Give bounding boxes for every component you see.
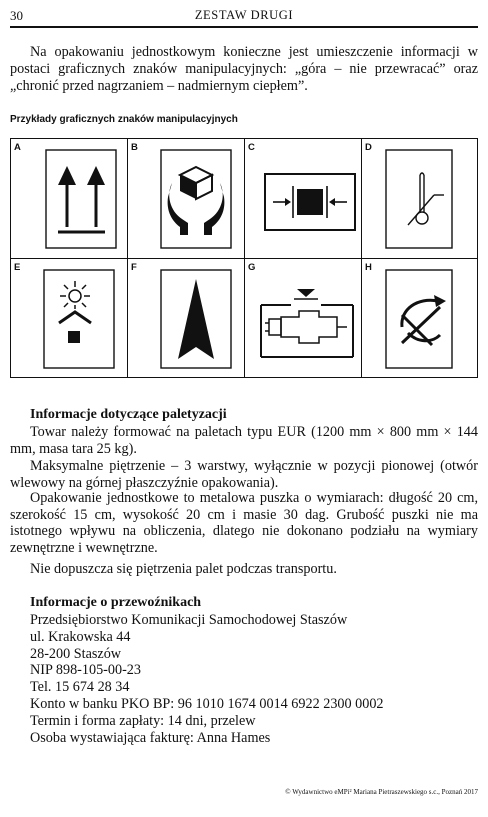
carrier-heading: Informacje o przewoźnikach bbox=[30, 595, 202, 610]
palletization-paragraph: Nie dopuszcza się piętrzenia palet podczas transportu. bbox=[30, 561, 337, 577]
cell-letter: C bbox=[248, 142, 255, 153]
temperature-limits-icon bbox=[362, 139, 479, 259]
protect-from-heat-icon bbox=[11, 259, 128, 379]
copyright-footer: © Wydawnictwo eMPi² Mariana Pietraszewskiego s.c., Poznań 2017 bbox=[285, 788, 478, 796]
cell-letter: B bbox=[131, 142, 138, 153]
page-number: 30 bbox=[10, 8, 23, 23]
cell-letter: H bbox=[365, 262, 372, 273]
carrier-line: Termin i forma zapłaty: 14 dni, przelew bbox=[30, 712, 256, 729]
palletization-heading: Informacje dotyczące paletyzacji bbox=[30, 407, 227, 422]
symbol-cell-e bbox=[10, 258, 127, 378]
figure-caption: Przykłady graficznych znaków manipulacyjnych bbox=[10, 114, 238, 125]
symbol-cell-a bbox=[10, 138, 127, 258]
clamp-here-icon bbox=[245, 139, 362, 259]
carrier-line: 28-200 Staszów bbox=[30, 645, 122, 662]
symbol-cell-c bbox=[244, 138, 361, 258]
carrier-line: Przedsiębiorstwo Komunikacji Samochodowej Staszów bbox=[30, 612, 348, 628]
handle-with-care-icon bbox=[128, 139, 245, 259]
intro-paragraph: Na opakowaniu jednostkowym konieczne jest umieszczenie informacji w postaci graficznych znaków manipulacyjnych: „góra – nie przewracać” oraz „chronić przed nagrzaniem – nadmiernym ciepłem”. bbox=[10, 44, 478, 94]
cell-letter: E bbox=[14, 262, 21, 273]
symbol-cell-d bbox=[361, 138, 478, 258]
stacking-direction-icon bbox=[128, 259, 245, 379]
cell-letter: F bbox=[131, 262, 137, 273]
header-rule bbox=[10, 26, 478, 28]
palletization-paragraph: Towar należy formować na paletach typu EUR (1200 mm × 800 mm × 144 mm, masa tara 25 kg). bbox=[10, 424, 478, 457]
carrier-line: NIP 898-105-00-23 bbox=[30, 662, 141, 679]
symbol-cell-g bbox=[244, 258, 361, 378]
page-header bbox=[10, 8, 478, 24]
handling-symbols-grid bbox=[10, 138, 478, 378]
cell-letter: D bbox=[365, 142, 372, 153]
symbol-cell-f bbox=[127, 258, 244, 378]
running-title: ZESTAW DRUGI bbox=[194, 8, 294, 22]
carrier-details bbox=[30, 612, 384, 746]
cell-letter: A bbox=[14, 142, 21, 153]
symbol-cell-h bbox=[361, 258, 478, 378]
cell-letter: G bbox=[248, 262, 256, 273]
this-way-up-icon bbox=[11, 139, 128, 259]
carrier-line: ul. Krakowska 44 bbox=[30, 628, 131, 645]
carrier-line: Tel. 15 674 28 34 bbox=[30, 679, 130, 696]
palletization-paragraph: Maksymalne piętrzenie – 3 warstwy, wyłącznie w pozycji pionowej (otwór wlewowy na górnej płaszczyźnie opakowania). bbox=[10, 458, 478, 491]
palletization-paragraph: Opakowanie jednostkowe to metalowa puszka o wymiarach: długość 20 cm, szerokość 15 cm, wysokość 20 cm i masie 30 dag. Grubość puszki nie ma istotnego wpływu na obliczenia, dlatego nie dokonano podziału na wymiary zewnętrzne i wewnętrzne. bbox=[10, 490, 478, 556]
symbol-cell-b bbox=[127, 138, 244, 258]
carrier-line: Konto w banku PKO BP: 96 1010 1674 0014 6922 2300 0002 bbox=[30, 695, 384, 712]
forklift-here-icon bbox=[245, 259, 362, 379]
carrier-line: Osoba wystawiająca fakturę: Anna Hames bbox=[30, 729, 271, 746]
do-not-roll-icon bbox=[362, 259, 479, 379]
